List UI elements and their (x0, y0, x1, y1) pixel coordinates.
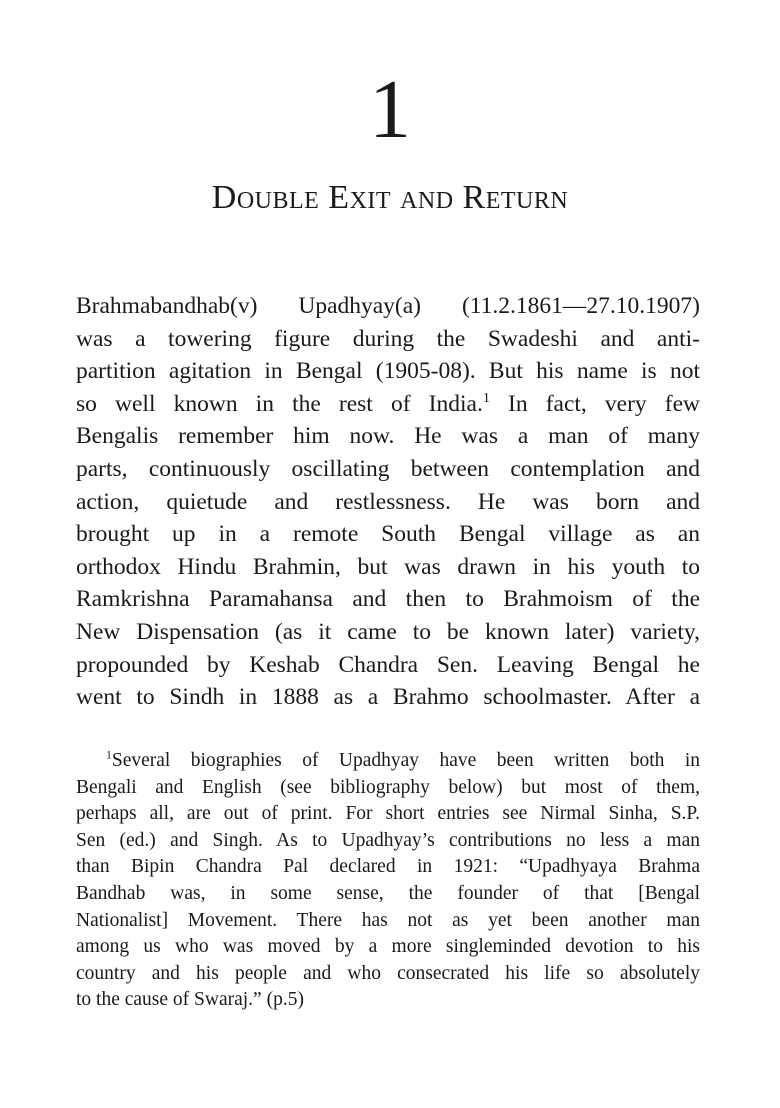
body-line-with-footnote-ref (76, 388, 700, 421)
footnote-line: perhaps all, are out of print. For short entries see Nirmal Sinha, S.P. (76, 803, 700, 825)
body-paragraph (76, 290, 700, 714)
body-line: propounded by Keshab Chandra Sen. Leaving Bengal he (76, 651, 700, 678)
footnote-line: among us who was moved by a more singleminded devotion to his (76, 936, 700, 958)
body-line: parts, continuously oscillating between contemplation and (76, 455, 700, 482)
footnote-line: Bengali and English (see bibliography below) but most of them, (76, 776, 700, 798)
footnote-line: Bandhab was, in some sense, the founder of that [Bengal (76, 882, 700, 904)
body-line: action, quietude and restlessness. He was born and (76, 488, 700, 515)
footnote-line: to the cause of Swaraj.” (p.5) (76, 989, 304, 1011)
footnote-marker: 1 (106, 748, 112, 762)
body-line: partition agitation in Bengal (1905-08). But his name is not (76, 358, 700, 385)
footnote-line (76, 748, 700, 775)
chapter-number: 1 (369, 63, 411, 156)
body-line: New Dispensation (as it came to be known later) variety, (76, 618, 700, 645)
footnote-line: country and his people and who consecrated his life so absolutely (76, 962, 700, 984)
body-line-start: so well known in the rest of India. (76, 390, 483, 417)
footnote-reference[interactable]: 1 (482, 389, 490, 406)
footnote-line: than Bipin Chandra Pal declared in 1921: “Upadhyaya Brahma (76, 856, 700, 878)
footnote-line: Nationalist] Movement. There has not as yet been another man (76, 909, 700, 931)
body-line: was a towering figure during the Swadeshi and anti- (76, 325, 700, 352)
footnote (76, 748, 700, 1014)
body-line: Brahmabandhab(v) Upadhyay(a) (11.2.1861—27.10.1907) (76, 293, 700, 319)
body-line: went to Sindh in 1888 as a Brahmo schoolmaster. After a (76, 684, 700, 711)
chapter-title: Double Exit and Return (211, 179, 569, 216)
body-line: Ramkrishna Paramahansa and then to Brahmoism of the (76, 586, 700, 613)
body-line: brought up in a remote South Bengal village as an (76, 521, 700, 548)
footnote-line: Sen (ed.) and Singh. As to Upadhyay’s contributions no less a man (76, 829, 700, 851)
body-line-end: In fact, very few (489, 390, 701, 417)
body-line: orthodox Hindu Brahmin, but was drawn in his youth to (76, 553, 700, 580)
body-line: Bengalis remember him now. He was a man of many (76, 423, 700, 450)
footnote-line-text: Several biographies of Upadhyay have been written both in (111, 750, 700, 771)
